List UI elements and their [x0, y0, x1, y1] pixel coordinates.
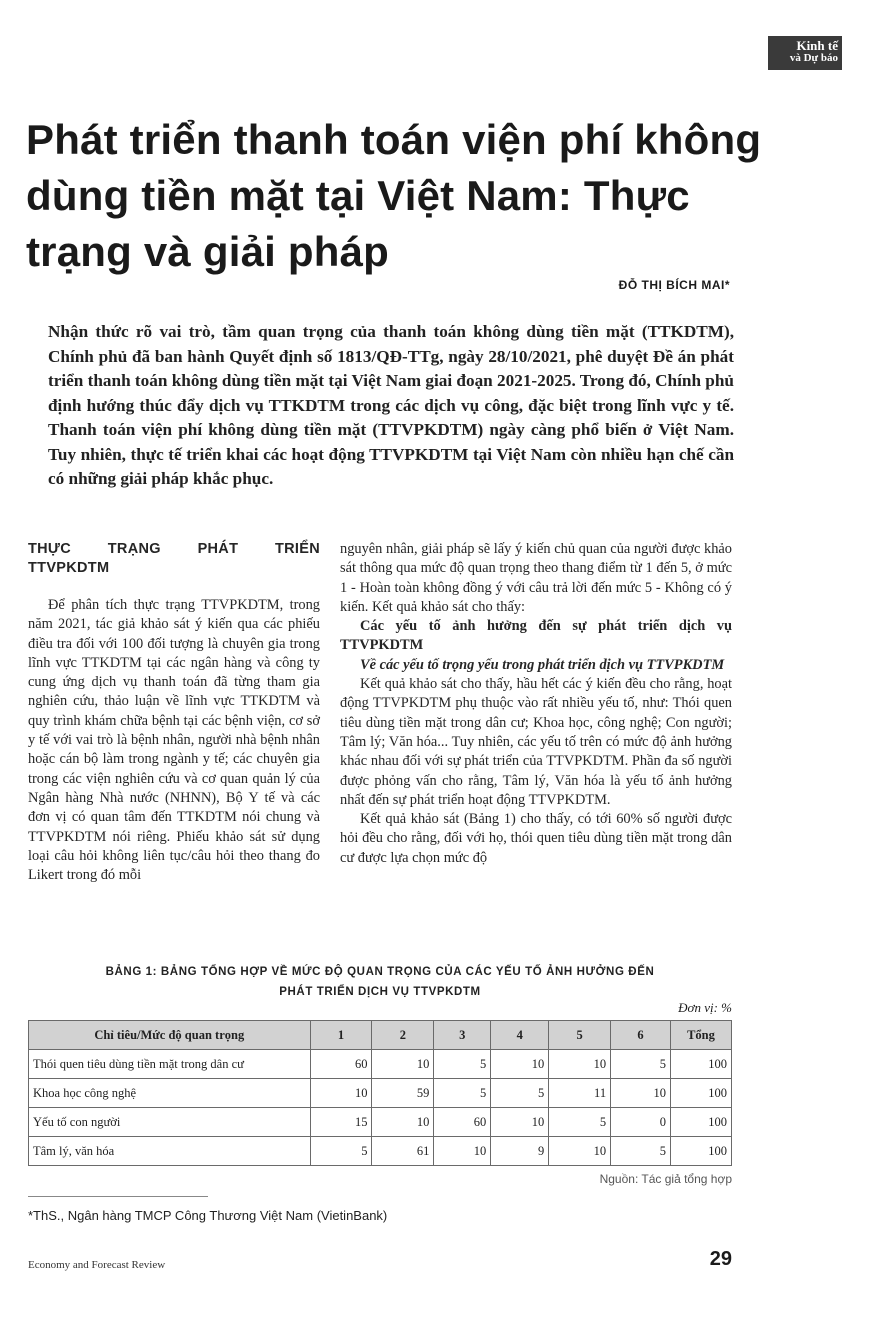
left-column — [28, 540, 320, 885]
table-cell: 5 — [434, 1079, 491, 1108]
body-paragraph: Kết quả khảo sát cho thấy, hầu hết các ý kiến đều cho rằng, hoạt động TTVPKDTM phụ thuộc vào rất nhiều yếu tố, như: Thói quen tiêu dùng tiền mặt trong dân cư; Khoa học, công nghệ; Con người; Tâm lý; Văn hóa... Tuy nhiên, các yếu tố trên có mức độ ảnh hưởng khác nhau đối với sự phát triển của TTVPKDTM. Phần đa số người được phỏng vấn cho rằng, Tâm lý, Văn hóa là yếu tố ảnh hưởng nhất đến sự phát triển hoạt động TTVPKDTM. — [340, 676, 732, 808]
table-header-cell: 5 — [549, 1021, 611, 1050]
table-cell: Khoa học công nghệ — [29, 1079, 311, 1108]
table-cell: 11 — [549, 1079, 611, 1108]
table-cell: 10 — [372, 1050, 434, 1079]
table-cell: 60 — [434, 1108, 491, 1137]
journal-logo — [768, 36, 842, 70]
footnote-divider — [28, 1196, 208, 1197]
table-title-line2: PHÁT TRIỂN DỊCH VỤ TTVPKDTM — [279, 986, 481, 998]
article-title: Phát triển thanh toán viện phí không dùng tiền mặt tại Việt Nam: Thực trạng và giải pháp — [26, 116, 762, 275]
table-cell: 10 — [491, 1050, 549, 1079]
table-unit: Đơn vị: % — [678, 1000, 732, 1015]
table-row — [29, 1137, 732, 1166]
table-header-row — [29, 1021, 732, 1050]
journal-name: Economy and Forecast Review — [28, 1259, 166, 1271]
table-cell: 100 — [671, 1079, 732, 1108]
subheading-italic: Về các yếu tố trọng yếu trong phát triển dịch vụ TTVPKDTM — [360, 656, 725, 673]
table-cell: 60 — [310, 1050, 372, 1079]
table-cell: Yếu tố con người — [29, 1108, 311, 1137]
table-header-cell: Chỉ tiêu/Mức độ quan trọng — [29, 1021, 311, 1050]
table-cell: 59 — [372, 1079, 434, 1108]
table-cell: 10 — [549, 1137, 611, 1166]
heading-word: THỰC — [28, 541, 72, 557]
table-cell: 10 — [491, 1108, 549, 1137]
table-cell: 5 — [611, 1137, 671, 1166]
table-header-cell: 1 — [310, 1021, 372, 1050]
table-header-cell: 2 — [372, 1021, 434, 1050]
body-paragraph: Kết quả khảo sát (Bảng 1) cho thấy, có tới 60% số người được hỏi đều cho rằng, đối với họ, thói quen tiêu dùng tiền mặt trong dân cư được lựa chọn mức độ — [340, 811, 732, 866]
right-column — [340, 540, 732, 868]
table-cell: 100 — [671, 1137, 732, 1166]
page-number: 29 — [709, 1248, 732, 1270]
section-heading — [28, 540, 320, 578]
table-row — [29, 1079, 732, 1108]
table-cell: 5 — [549, 1108, 611, 1137]
logo-line2: và Dự báo — [789, 52, 838, 64]
table-cell: 5 — [491, 1079, 549, 1108]
logo-line1: Kinh tế — [796, 38, 838, 53]
table-cell: 10 — [372, 1108, 434, 1137]
table-title — [60, 962, 700, 1002]
table-row — [29, 1108, 732, 1137]
table-cell: 10 — [310, 1079, 372, 1108]
table-cell: 0 — [611, 1108, 671, 1137]
table-cell: 5 — [611, 1050, 671, 1079]
table-cell: 10 — [549, 1050, 611, 1079]
table-cell: 9 — [491, 1137, 549, 1166]
table-cell: 100 — [671, 1108, 732, 1137]
table-cell: 100 — [671, 1050, 732, 1079]
abstract: Nhận thức rõ vai trò, tầm quan trọng của thanh toán không dùng tiền mặt (TTKDTM), Chính phủ đã ban hành Quyết định số 1813/QĐ-TTg, ngày 28/10/2021, phê duyệt Đề án phát triển thanh toán không dùng tiền mặt tại Việt Nam giai đoạn 2021-2025. Trong đó, Chính phủ định hướng thúc đẩy dịch vụ TTKDTM trong các dịch vụ công, đặc biệt trong lĩnh vực y tế. Thanh toán viện phí không dùng tiền mặt (TTVPKDTM) ngày càng phổ biến ở Việt Nam. Tuy nhiên, thực tế triển khai các hoạt động TTVPKDTM tại Việt Nam còn nhiều hạn chế cần có những giải pháp khắc phục. — [48, 322, 734, 488]
table-cell: 10 — [434, 1137, 491, 1166]
author-name: ĐỖ THỊ BÍCH MAI* — [618, 278, 730, 292]
table-header-cell: 4 — [491, 1021, 549, 1050]
table-cell: 61 — [372, 1137, 434, 1166]
table-cell: 15 — [310, 1108, 372, 1137]
table-header-cell: Tổng — [671, 1021, 732, 1050]
table-cell: 5 — [434, 1050, 491, 1079]
table-cell: 10 — [611, 1079, 671, 1108]
table-header-cell: 3 — [434, 1021, 491, 1050]
data-table — [28, 1020, 732, 1166]
footnote: *ThS., Ngân hàng TMCP Công Thương Việt Nam (VietinBank) — [28, 1208, 388, 1223]
subheading: Các yếu tố ảnh hưởng đến sự phát triển dịch vụ TTVPKDTM — [340, 618, 732, 654]
heading-line2: TTVPKDTM — [28, 560, 110, 576]
table-cell: Tâm lý, văn hóa — [29, 1137, 311, 1166]
heading-word: TRẠNG — [107, 541, 161, 557]
table-title-line1: BẢNG 1: BẢNG TỔNG HỢP VỀ MỨC ĐỘ QUAN TRỌNG CỦA CÁC YẾU TỐ ẢNH HƯỞNG ĐẾN — [105, 966, 655, 978]
table-cell: 5 — [310, 1137, 372, 1166]
table-row — [29, 1050, 732, 1079]
body-paragraph: nguyên nhân, giải pháp sẽ lấy ý kiến chủ quan của người được khảo sát thông qua mức độ quan trọng theo thang điểm từ 1 đến 5, ở mức 1 - Hoàn toàn không đồng ý với câu trả lời đến mức 5 - Không có ý kiến. Kết quả khảo sát cho thấy: — [340, 541, 732, 615]
body-paragraph: Để phân tích thực trạng TTVPKDTM, trong năm 2021, tác giả khảo sát ý kiến qua các phiếu điều tra đối với 100 đối tượng là chuyên gia trong lĩnh vực TTKDTM tại các ngân hàng và công ty cung ứng dịch vụ thanh toán đã từng tham gia nghiên cứu, thảo luận về lĩnh vực TTKDTM và quy trình khám chữa bệnh tại các bệnh viện, cơ sở y tế với vai trò là bệnh nhân, người nhà bệnh nhân hoặc cán bộ làm trong ngành y tế; các chuyên gia trong các viện nghiên cứu và cơ quan quản lý của Ngân hàng Nhà nước (NHNN), Bộ Y tế và các đơn vị có quan tâm đến TTKDTM nói chung và TTVPKDTM nói riêng. Phiếu khảo sát sử dụng loại câu hỏi không liên tục/câu hỏi theo thang đo Likert trong đó mỗi — [28, 597, 320, 884]
heading-word: PHÁT — [197, 541, 239, 557]
table-cell: Thói quen tiêu dùng tiền mặt trong dân cư — [29, 1050, 311, 1079]
table-source: Nguồn: Tác giả tổng hợp — [599, 1172, 732, 1186]
heading-word: TRIỂN — [274, 541, 320, 557]
table-header-cell: 6 — [611, 1021, 671, 1050]
